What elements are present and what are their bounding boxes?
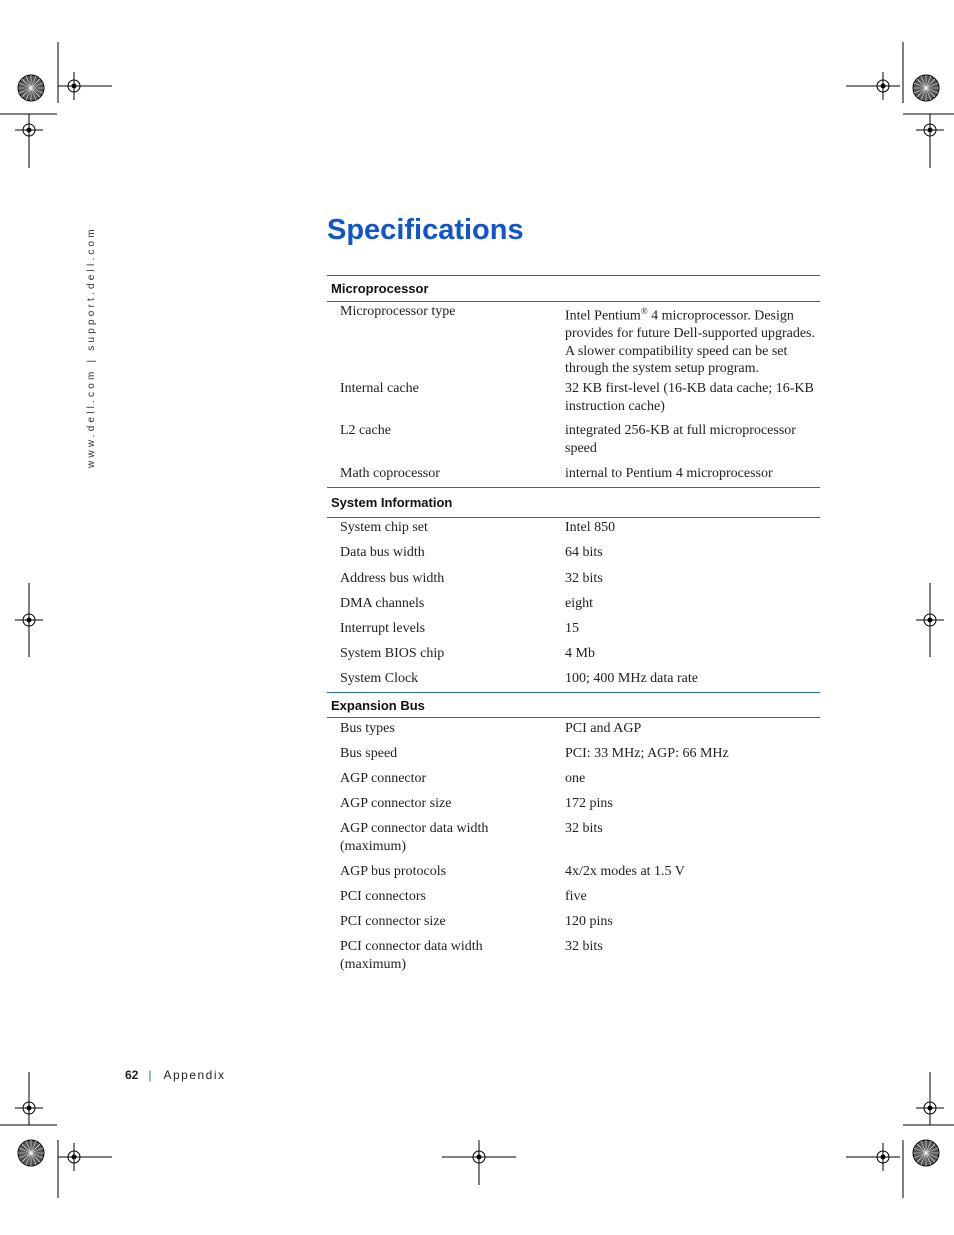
- spec-value: 120 pins: [565, 914, 613, 929]
- spec-label: PCI connector size: [340, 914, 446, 929]
- spec-label: Data bus width: [340, 545, 425, 560]
- footer-section-name: Appendix: [163, 1068, 226, 1082]
- spec-value: PCI: 33 MHz; AGP: 66 MHz: [565, 746, 729, 761]
- spec-label: Interrupt levels: [340, 621, 426, 636]
- page-number: 62: [125, 1068, 139, 1082]
- section-heading-expansion-bus: Expansion Bus: [327, 692, 820, 718]
- sidebar-url-text: www.dell.com | support.dell.com: [86, 226, 97, 468]
- spec-label: AGP bus protocols: [340, 864, 447, 879]
- spec-value: 32 KB first-level (16-KB data cache; 16-KB instruction cache): [565, 381, 814, 414]
- spec-value: 4 Mb: [565, 646, 595, 661]
- spec-label: Microprocessor type: [340, 304, 456, 319]
- spec-value: integrated 256-KB at full microprocessor speed: [565, 423, 796, 456]
- spec-label: DMA channels: [340, 596, 425, 611]
- spec-value: five: [565, 889, 587, 904]
- section-heading-system-information: System Information: [327, 487, 820, 518]
- spec-label: AGP connector: [340, 771, 427, 786]
- spec-value: 32 bits: [565, 939, 603, 954]
- spec-value: 15: [565, 621, 579, 636]
- spec-value: one: [565, 771, 586, 786]
- page-footer: [125, 1068, 226, 1082]
- spec-label: Bus types: [340, 721, 395, 736]
- spec-label: L2 cache: [340, 423, 391, 438]
- spec-label: System BIOS chip: [340, 646, 445, 661]
- spec-value: [565, 303, 817, 378]
- spec-label: AGP connector data width (maximum): [340, 821, 489, 854]
- spec-value: 4x/2x modes at 1.5 V: [565, 864, 685, 879]
- spec-label: Math coprocessor: [340, 466, 440, 481]
- spec-label: AGP connector size: [340, 796, 452, 811]
- spec-label: System Clock: [340, 671, 419, 686]
- spec-label: Bus speed: [340, 746, 398, 761]
- spec-label: Internal cache: [340, 381, 419, 396]
- spec-value: 32 bits: [565, 821, 603, 836]
- spec-value: eight: [565, 596, 593, 611]
- registered-mark: ®: [640, 306, 648, 316]
- spec-value: Intel 850: [565, 520, 616, 535]
- spec-value: 100; 400 MHz data rate: [565, 671, 698, 686]
- spec-value: PCI and AGP: [565, 721, 642, 736]
- spec-value: internal to Pentium 4 microprocessor: [565, 466, 773, 481]
- spec-label: System chip set: [340, 520, 428, 535]
- spec-value-text: 4 microprocessor. Design provides for future Dell-supported upgrades. A slower compatibility speed can be set through the system setup program.: [565, 308, 815, 377]
- section-heading-microprocessor: Microprocessor: [327, 275, 820, 302]
- spec-value: 32 bits: [565, 571, 603, 586]
- spec-value: 172 pins: [565, 796, 613, 811]
- spec-label: PCI connector data width (maximum): [340, 939, 483, 972]
- spec-label: Address bus width: [340, 571, 445, 586]
- footer-separator: |: [148, 1068, 152, 1082]
- page-title: Specifications: [327, 214, 524, 246]
- spec-value-text: Intel Pentium: [565, 308, 641, 324]
- spec-label: PCI connectors: [340, 889, 426, 904]
- spec-value: 64 bits: [565, 545, 603, 560]
